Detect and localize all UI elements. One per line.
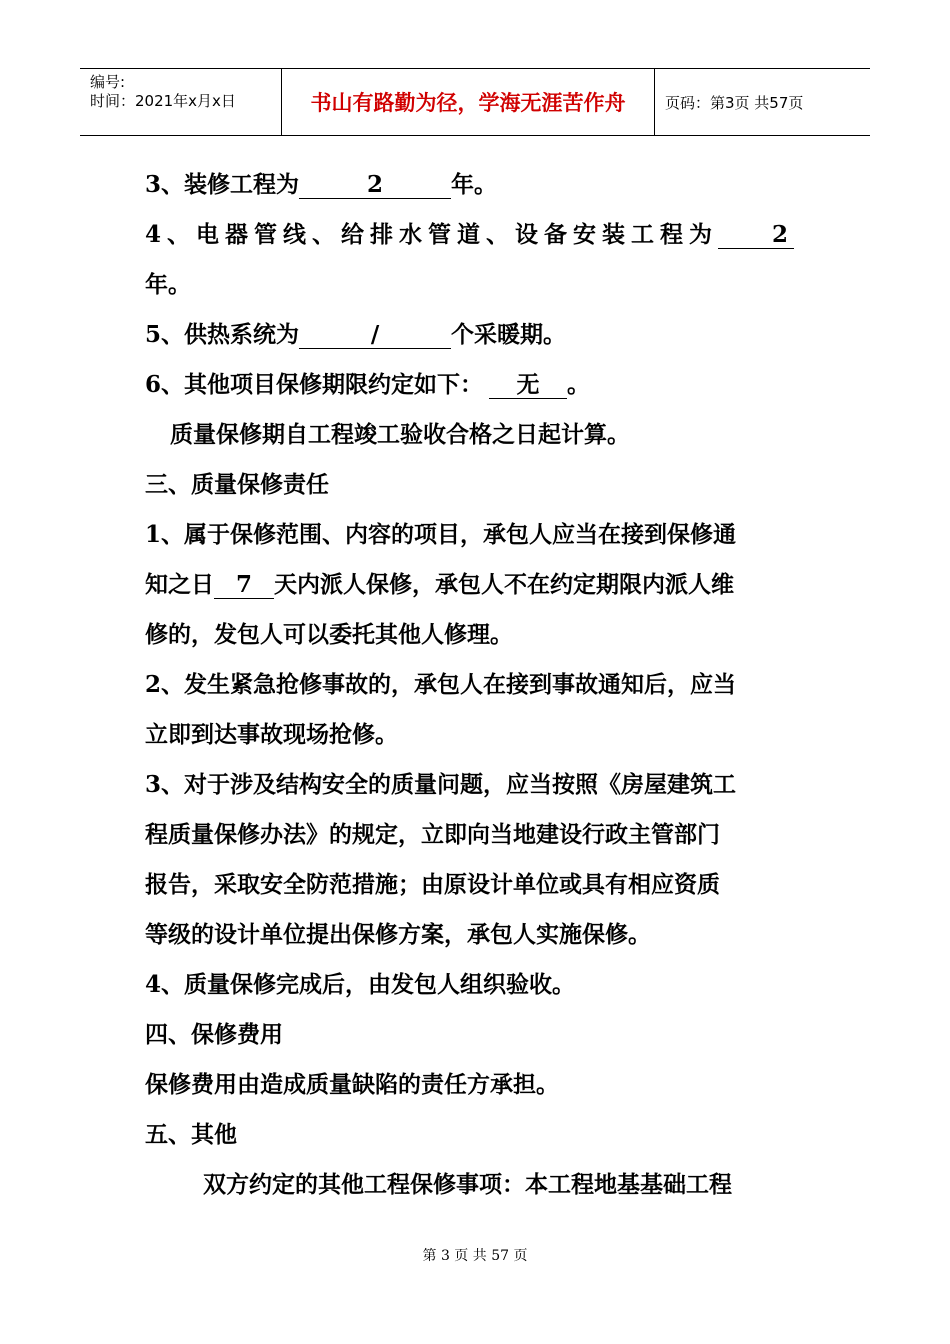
- paragraph-line: 立即到达事故现场抢修。: [145, 721, 398, 748]
- fill-blank: /: [299, 322, 451, 349]
- line-text: 4、电器管线、给排水管道、设备安装工程为: [145, 221, 719, 248]
- paragraph-line: [145, 560, 810, 610]
- paragraph-line: 4、质量保修完成后，由发包人组织验收。: [145, 971, 576, 998]
- paragraph-line: 2、发生紧急抢修事故的，承包人在接到事故通知后，应当: [145, 671, 737, 698]
- time-label: 时间：2021年x月x日: [90, 92, 236, 110]
- motto-text: 书山有路勤为径，学海无涯苦作舟: [310, 91, 626, 115]
- paragraph-line: 3、对于涉及结构安全的质量问题，应当按照《房屋建筑工: [145, 771, 737, 798]
- page-footer: 第 3 页 共 57 页: [422, 1248, 528, 1264]
- paragraph-line: 年。: [145, 271, 191, 298]
- section-heading: 五、其他: [145, 1121, 237, 1148]
- paragraph-line: [145, 210, 810, 260]
- page-header: [80, 68, 870, 136]
- paragraph-line: 质量保修期自工程竣工验收合格之日起计算。: [170, 421, 630, 448]
- paragraph-line: 修的，发包人可以委托其他人修理。: [145, 621, 513, 648]
- fill-blank: 无: [489, 372, 567, 399]
- paragraph-line: [145, 360, 810, 410]
- paragraph-line: 1、属于保修范围、内容的项目，承包人应当在接到保修通: [145, 521, 737, 548]
- paragraph-line: 等级的设计单位提出保修方案，承包人实施保修。: [145, 921, 651, 948]
- line-text: 3、装修工程为: [145, 171, 300, 198]
- header-motto-cell: [282, 69, 655, 135]
- line-text: 5、供热系统为: [145, 321, 300, 348]
- paragraph-line: 程质量保修办法》的规定，立即向当地建设行政主管部门: [145, 821, 720, 848]
- fill-blank: 2: [299, 172, 451, 199]
- fill-blank: 7: [214, 572, 274, 599]
- number-label: 编号:: [90, 73, 126, 91]
- header-page-info: 页码：第3页 共57页: [665, 93, 804, 112]
- paragraph-line: [145, 160, 810, 210]
- line-text: 天内派人保修，承包人不在约定期限内派人维: [274, 571, 734, 598]
- section-heading: 三、质量保修责任: [145, 471, 329, 498]
- section-heading: 四、保修费用: [145, 1021, 283, 1048]
- line-text: 年。: [451, 171, 498, 198]
- line-text: 知之日: [145, 571, 214, 598]
- line-text: 6、其他项目保修期限约定如下：: [145, 371, 484, 398]
- paragraph-line: [145, 310, 810, 360]
- paragraph-line: 双方约定的其他工程保修事项：本工程地基基础工程: [203, 1171, 732, 1198]
- paragraph-line: 保修费用由造成质量缺陷的责任方承担。: [145, 1071, 559, 1098]
- header-meta: [80, 69, 282, 135]
- line-text: 个采暖期。: [451, 321, 567, 348]
- fill-blank: 2: [718, 222, 794, 249]
- document-body: [145, 160, 810, 1210]
- line-text: 。: [567, 371, 591, 398]
- paragraph-line: 报告，采取安全防范措施；由原设计单位或具有相应资质: [145, 871, 720, 898]
